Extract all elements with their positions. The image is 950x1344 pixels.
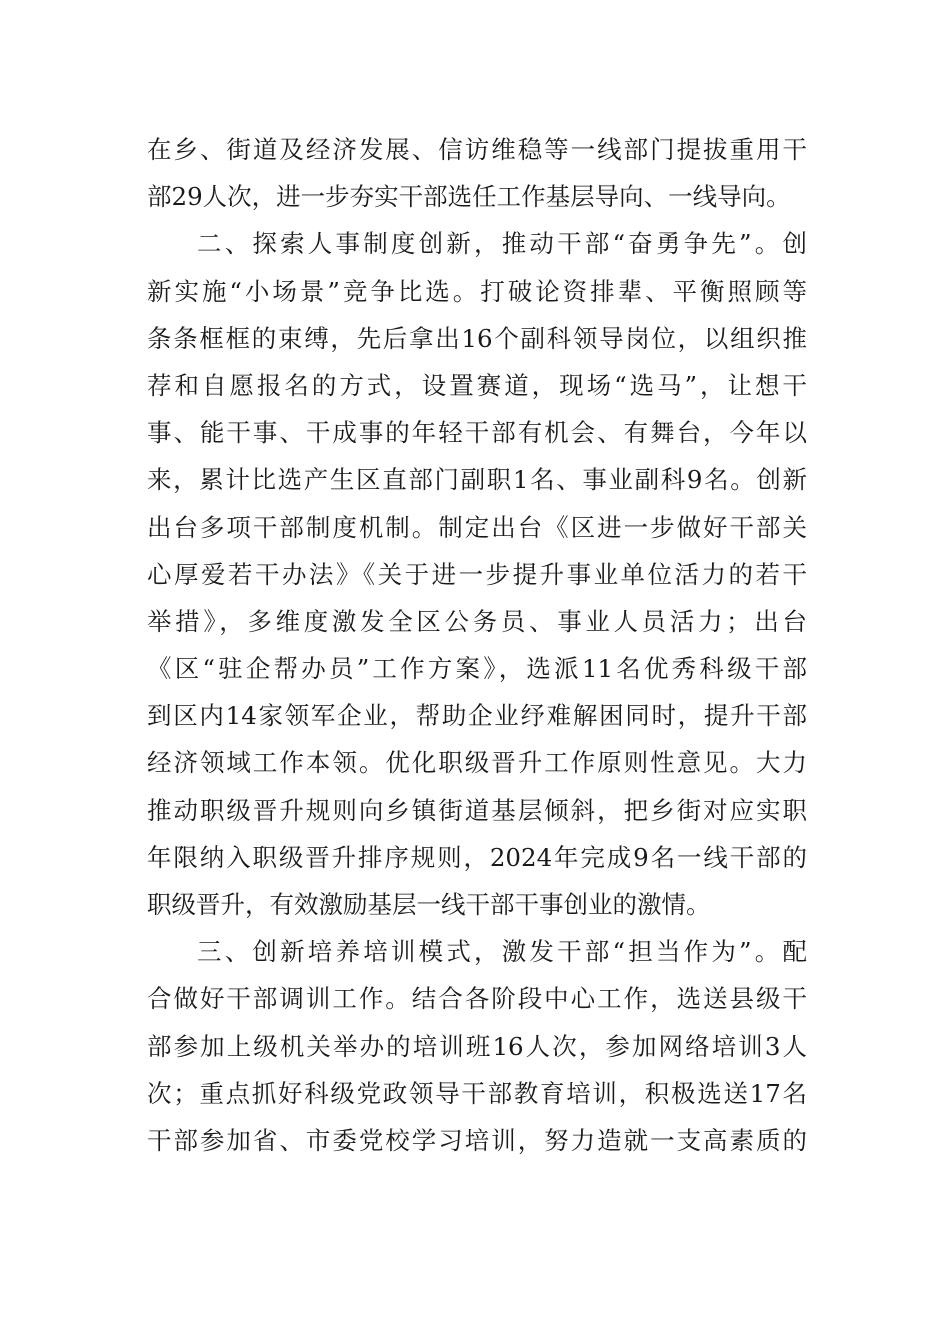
text-line: 在乡、街道及经济发展、信访维稳等一线部门提拔重用干 bbox=[147, 135, 807, 164]
text-line: 出台多项干部制度机制。制定出台《区进一步做好干部关 bbox=[147, 512, 807, 542]
text-line: 合做好干部调训工作。结合各阶段中心工作，选送县级干 bbox=[147, 984, 807, 1014]
text-line: 经济领域工作本领。优化职级晋升工作原则性意见。大力 bbox=[147, 748, 807, 778]
text-line: 次；重点抓好科级党政领导干部教育培训，积极选送17名 bbox=[147, 1078, 807, 1108]
text-line: 职级晋升，有效激励基层一线干部干事创业的激情。 bbox=[147, 890, 711, 919]
text-line: 条条框框的束缚，先后拿出16个副科领导岗位，以组织推 bbox=[147, 323, 807, 353]
text-line: 荐和自愿报名的方式，设置赛道，现场“选马”，让想干 bbox=[147, 370, 807, 400]
text-line: 心厚爱若干办法》《关于进一步提升事业单位活力的若干 bbox=[147, 559, 807, 589]
body-text bbox=[147, 126, 807, 1164]
text-line: 年限纳入职级晋升排序规则，2024年完成9名一线干部的 bbox=[147, 842, 807, 872]
section-heading-line: 二、探索人事制度创新，推动干部“奋勇争先”。创 bbox=[197, 229, 807, 259]
text-line: 干部参加省、市委党校学习培训，努力造就一支高素质的 bbox=[147, 1125, 807, 1155]
text-line: 举措》，多维度激发全区公务员、事业人员活力；出台 bbox=[147, 606, 807, 636]
text-line: 部参加上级机关举办的培训班16人次，参加网络培训3人 bbox=[147, 1031, 807, 1061]
text-line: 事、能干事、干成事的年轻干部有机会、有舞台，今年以 bbox=[147, 418, 807, 448]
text-line: 新实施“小场景”竞争比选。打破论资排辈、平衡照顾等 bbox=[147, 276, 807, 306]
section-heading-line: 三、创新培养培训模式，激发干部“担当作为”。配 bbox=[197, 937, 807, 967]
text-line: 来，累计比选产生区直部门副职1名、事业副科9名。创新 bbox=[147, 465, 807, 495]
text-line: 《区“驻企帮办员”工作方案》，选派11名优秀科级干部 bbox=[147, 654, 807, 684]
text-line: 部29人次，进一步夯实干部选任工作基层导向、一线导向。 bbox=[147, 182, 791, 212]
text-line: 到区内14家领军企业，帮助企业纾难解困同时，提升干部 bbox=[147, 701, 807, 731]
text-line: 推动职级晋升规则向乡镇街道基层倾斜，把乡街对应实职 bbox=[147, 795, 807, 825]
